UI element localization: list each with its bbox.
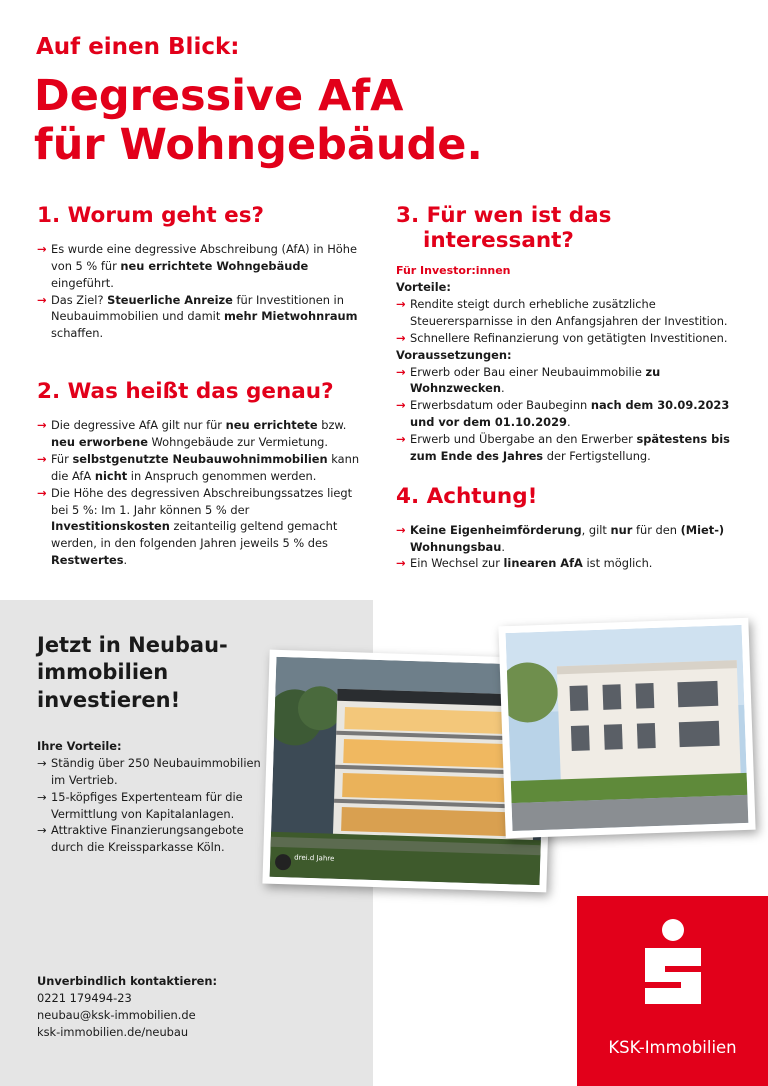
section3-voraussetzung-2: → Erwerbsdatum oder Baubeginn nach dem 30.09.2023 und vor dem 01.10.2029. — [396, 398, 730, 430]
page-title — [34, 72, 483, 169]
section3-title: 3. Für wen ist das interessant? — [396, 203, 612, 253]
section3-vorteil-2: → Schnellere Refinanzierung von getätigten Investitionen. — [396, 330, 728, 345]
promo-vorteile — [37, 738, 272, 856]
arrow-icon: → — [396, 330, 406, 345]
section3-voraussetzung-1: → Erwerb oder Bau einer Neubauimmobilie zu Wohnzwecken. — [396, 364, 661, 396]
arrow-icon: → — [37, 241, 47, 256]
arrow-icon: → — [396, 297, 406, 312]
arrow-icon: → — [396, 522, 406, 537]
arrow-icon: → — [37, 823, 47, 838]
promo-item-3: → Attraktive Finanzierungsangebote durch die Kreissparkasse Köln. — [37, 823, 244, 855]
contact-phone[interactable]: 0221 179494-23 — [37, 991, 132, 1006]
arrow-icon: → — [37, 292, 47, 307]
section1-bullet-2: → Das Ziel? Steuerliche Anreize für Investitionen in Neubauimmobilien und damit mehr Mietwohnraum schaffen. — [37, 292, 358, 341]
contact-email[interactable]: neubau@ksk-immobilien.de — [37, 1008, 196, 1023]
right-column — [396, 204, 741, 572]
arrow-icon: → — [396, 364, 406, 379]
section1-title: 1. Worum geht es? — [37, 203, 265, 228]
arrow-icon: → — [37, 451, 47, 466]
section2-title: 2. Was heißt das genau? — [37, 379, 334, 405]
logo-text: KSK-Immobilien — [608, 1038, 737, 1057]
promo-title: Jetzt in Neubau- immobilien investieren! — [37, 633, 228, 712]
audience-label: Für Investor:innen — [396, 263, 511, 277]
vorteile-label: Vorteile: — [396, 280, 451, 295]
arrow-icon: → — [37, 755, 47, 770]
page-title-line1: Degressive AfA — [34, 71, 404, 121]
section4-bullet-1: → Keine Eigenheimförderung, gilt nur für den (Miet-) Wohnungsbau. — [396, 522, 725, 554]
contact-block — [37, 973, 217, 1041]
promo-item-1: → Ständig über 250 Neubauimmobilien im Vertrieb. — [37, 755, 261, 787]
ksk-logo — [577, 896, 768, 1086]
voraussetzungen-label: Voraussetzungen: — [396, 347, 512, 362]
building-day-image — [506, 625, 749, 831]
arrow-icon: → — [396, 432, 406, 447]
arrow-icon: → — [396, 556, 406, 571]
section4-bullet-2: → Ein Wechsel zur linearen AfA ist möglich. — [396, 556, 653, 571]
section2-bullet-1: → Die degressive AfA gilt nur für neu errichtete bzw. neu erworbene Wohngebäude zur Vermietung. — [37, 418, 347, 449]
sparkasse-logo-icon — [635, 918, 711, 1016]
arrow-icon: → — [37, 789, 47, 804]
contact-website[interactable]: ksk-immobilien.de/neubau — [37, 1025, 189, 1040]
section2-bullet-3: → Die Höhe des degressiven Abschreibungssatzes liegt bei 5 %: Im 1. Jahr können 5 % der Investitionskosten zeitanteilig geltend gemacht werden, in den folgenden Jahren jeweils 5 % des Restwertes. — [37, 485, 353, 568]
promo-item-2: → 15-köpfiges Expertenteam für die Vermittlung von Kapitalanlagen. — [37, 789, 243, 821]
left-column — [37, 204, 367, 569]
section3-voraussetzung-3: → Erwerb und Übergabe an den Erwerber spätestens bis zum Ende des Jahres der Fertigstellung. — [396, 432, 730, 463]
building-photo-day — [498, 618, 755, 839]
section2-bullet-2: → Für selbstgenutzte Neubauwohnimmobilien kann die AfA nicht in Anspruch genommen werden. — [37, 451, 360, 483]
arrow-icon: → — [396, 398, 406, 413]
contact-label: Unverbindlich kontaktieren: — [37, 974, 218, 988]
kicker: Auf einen Blick: — [36, 34, 240, 60]
section4-title: 4. Achtung! — [396, 483, 538, 509]
promo-vorteile-label: Ihre Vorteile: — [37, 739, 122, 753]
arrow-icon: → — [37, 485, 47, 500]
section3-vorteil-1: → Rendite steigt durch erhebliche zusätzliche Steuerersparnisse in den Anfangsjahren der Investition. — [396, 297, 728, 328]
section1-bullet-1: → Es wurde eine degressive Abschreibung (AfA) in Höhe von 5 % für neu errichtete Wohngebäude eingeführt. — [37, 241, 357, 290]
photo-caption: drei.d Jahre — [294, 853, 335, 863]
page-title-line2: für Wohngebäude. — [34, 119, 483, 170]
arrow-icon: → — [37, 418, 47, 433]
